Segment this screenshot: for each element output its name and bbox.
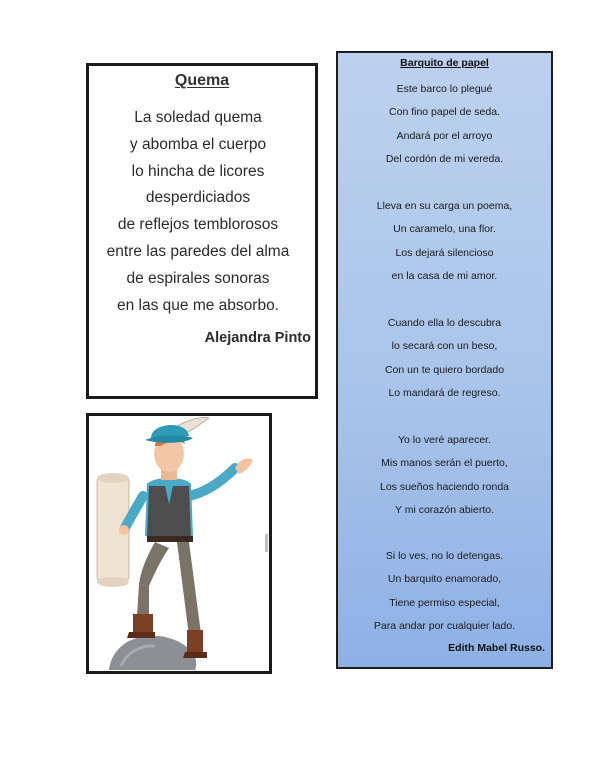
poem-line: entre las paredes del alma: [106, 242, 290, 260]
poem-line: Lo mandará de regreso.: [388, 386, 501, 399]
poem-quema-verse: [89, 105, 307, 319]
poem-line: en las que me absorbo.: [117, 296, 279, 314]
poem-stanza: [338, 78, 551, 171]
poem-line: Cuando ella lo descubra: [387, 317, 502, 329]
poem-barquito-title: Barquito de papel: [400, 57, 489, 69]
poem-quema-card: [86, 63, 318, 399]
poem-line: Si lo ves, no lo detengas.: [385, 550, 504, 562]
poem-barquito-author: Edith Mabel Russo.: [448, 642, 545, 654]
poem-line: Este barco lo plegué: [396, 83, 493, 95]
illustration-frame: [86, 413, 272, 674]
poem-line: Con un te quiero bordado: [384, 363, 505, 376]
poem-line: desperdiciados: [145, 189, 251, 207]
poem-line: lo secará con un beso,: [391, 340, 498, 353]
poem-line: Los dejará silencioso: [395, 246, 494, 259]
poem-line: Del cordón de mi vereda.: [385, 152, 504, 165]
poem-line: Lleva en su carga un poema,: [376, 200, 513, 212]
poem-line: Un barquito enamorado,: [387, 573, 502, 586]
poem-line: Yo lo veré aparecer.: [397, 434, 491, 446]
poem-line: de reflejos temblorosos: [117, 216, 279, 234]
poem-line: y abomba el cuerpo: [129, 135, 267, 153]
poem-stanza: [338, 545, 551, 638]
poem-line: La soledad quema: [134, 109, 262, 126]
poem-stanza: [338, 312, 551, 405]
poem-line: Y mi corazón abierto.: [394, 503, 495, 516]
poem-line: de espirales sonoras: [126, 269, 270, 287]
poem-line: Mis manos serán el puerto,: [381, 457, 508, 470]
poem-line: Para andar por cualquier lado.: [373, 619, 516, 632]
poem-stanza: [338, 429, 551, 522]
poem-stanza: [338, 195, 551, 288]
poem-quema-author: Alejandra Pinto: [204, 330, 311, 346]
poem-line: Tiene permiso especial,: [389, 596, 500, 609]
poem-line: Un caramelo, una flor.: [393, 223, 496, 236]
poem-quema-title: Quema: [174, 72, 230, 89]
poem-line: en la casa de mi amor.: [391, 269, 498, 282]
poem-barquito-card: [336, 51, 553, 669]
poem-line: Los sueños haciendo ronda: [379, 480, 509, 493]
poem-line: lo hincha de licores: [131, 162, 265, 180]
man-with-scroll-illustration: [89, 416, 269, 671]
poem-line: Con fino papel de seda.: [389, 106, 500, 119]
poem-line: Andará por el arroyo: [396, 129, 493, 142]
